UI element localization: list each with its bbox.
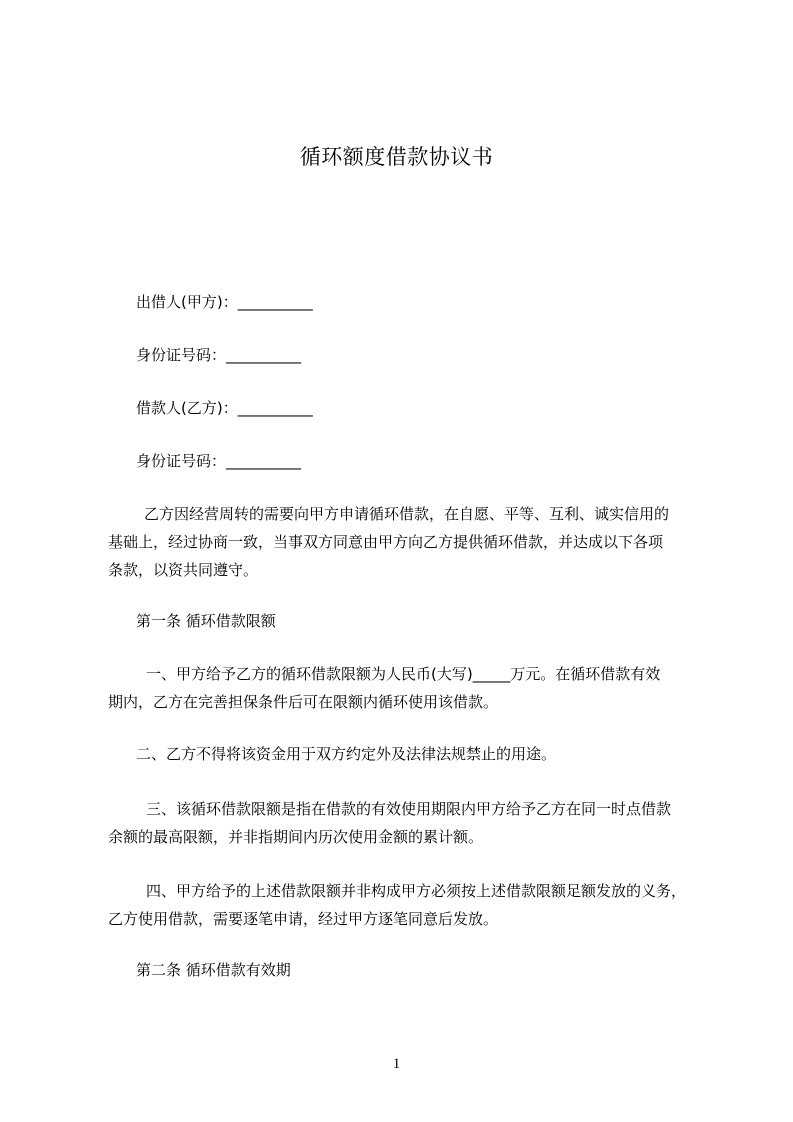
article-1-clause-2: 二、乙方不得将该资金用于双方约定外及法律法规禁止的用途。 [136,745,557,763]
lender-id-field: 身份证号码：__________ [136,346,302,364]
article-2-heading: 第二条 循环借款有效期 [136,961,291,979]
article-1-clause-4 [108,877,708,933]
document-title: 循环额度借款协议书 [299,145,494,169]
page-number: 1 [392,1056,401,1072]
clause-3-line-1: 三、该循环借款限额是指在借款的有效使用期限内甲方给予乙方在同一时点借款 [146,800,672,818]
clause-4-line-1: 四、甲方给予的上述借款限额并非构成甲方必须按上述借款限额足额发放的义务， [146,882,687,900]
intro-line-2: 基础上，经过协商一致，当事双方同意由甲方向乙方提供循环借款，并达成以下各项 [108,533,664,551]
clause-3-line-2: 余额的最高限额，并非指期间内历次使用金额的累计额。 [108,828,484,846]
intro-paragraph [108,500,708,584]
lender-field: 出借人(甲方)：__________ [136,293,313,311]
intro-line-3: 条款，以资共同遵守。 [108,561,259,579]
borrower-field: 借款人(乙方)：__________ [136,399,313,417]
clause-4-line-2: 乙方使用借款，需要逐笔申请，经过甲方逐笔同意后发放。 [108,910,499,928]
borrower-id-field: 身份证号码：__________ [136,452,302,470]
article-1-heading: 第一条 循环借款限额 [136,612,276,630]
clause-1-line-1: 一、甲方给予乙方的循环借款限额为人民币(大写)_____万元。在循环借款有效 [146,665,661,683]
article-1-clause-3 [108,795,708,851]
article-1-clause-1 [108,660,708,716]
clause-1-line-2: 期内，乙方在完善担保条件后可在限额内循环使用该借款。 [108,693,499,711]
intro-line-1: 乙方因经营周转的需要向甲方申请循环借款，在自愿、平等、互利、诚实信用的 [144,505,670,523]
